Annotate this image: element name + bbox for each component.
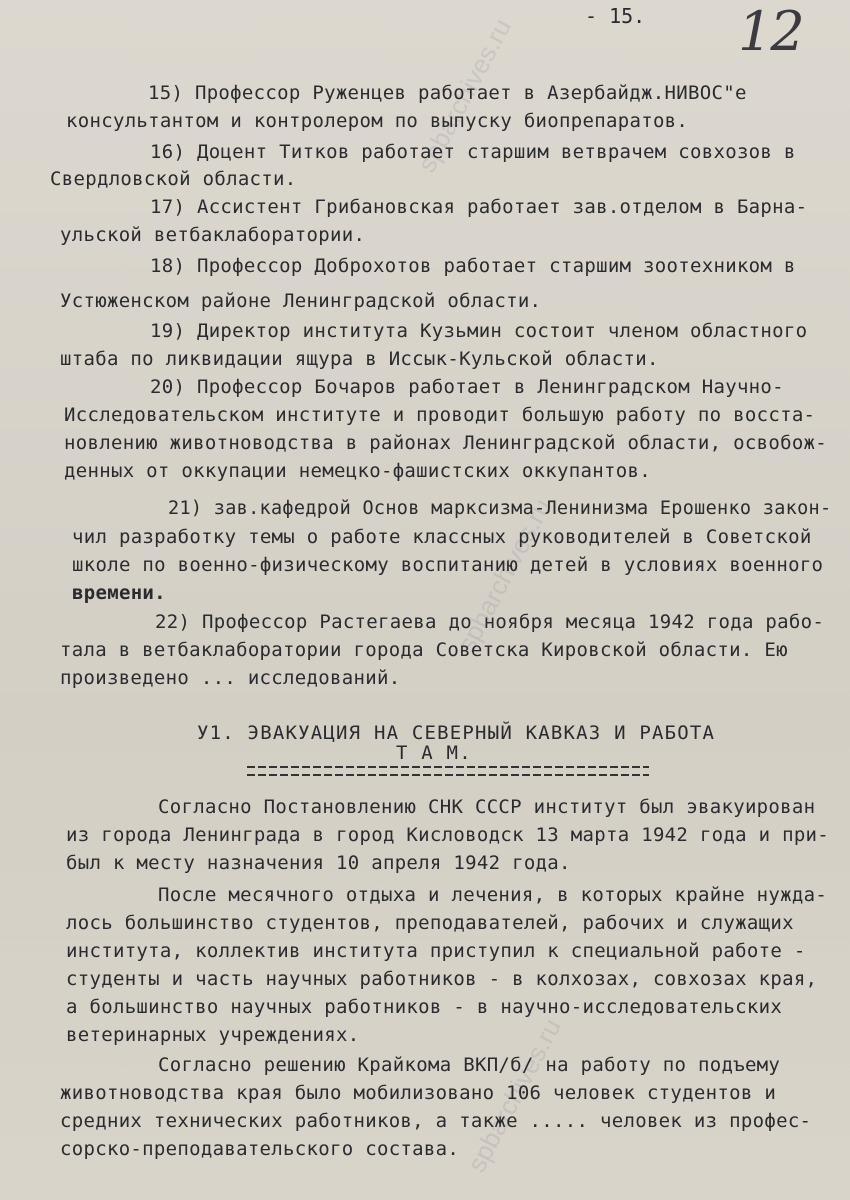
paragraph-22-line-2: тала в ветбаклаборатории города Советска Кировской области. Ею [60,639,788,661]
paragraph-18-line-2: Устюженском районе Ленинградской области. [60,290,542,312]
paragraph-17-line-1: 17) Ассистент Грибановская работает зав.отделом в Барна- [150,196,808,218]
paragraph-21-line-4: времени. [72,582,166,604]
page-number: - 15. [585,4,646,28]
section-paragraph-2-line-1: После месячного отдыха и лечения, в которых крайне нужда- [158,884,828,906]
section-paragraph-2-line-4: студенты и часть научных работников - в колхозах, совхозах края, [66,968,818,990]
section-paragraph-1-line-2: из города Ленинграда в город Кисловодск 13 марта 1942 года и при- [66,824,830,846]
section-paragraph-2-line-6: ветеринарных учреждениях. [66,1024,360,1046]
paragraph-16-line-1: 16) Доцент Титков работает старшим ветврачем совхозов в [150,141,796,163]
paragraph-20-line-3: новлению животноводства в районах Ленинградской области, освобож- [64,432,828,454]
paragraph-19-line-2: штаба по ликвидации ящура в Иссык-Кульской области. [60,348,659,370]
paragraph-22-line-1: 22) Профессор Растегаева до ноября месяца 1942 года рабо- [155,611,825,633]
paragraph-22-line-3: произведено ... исследований. [60,667,401,689]
paragraph-17-line-2: ульской ветбаклаборатории. [60,224,366,246]
section-heading-line-2: Т А М. [396,742,472,764]
paragraph-19-line-1: 19) Директор института Кузьмин состоит членом областного [150,320,808,342]
watermark: spbarchives.ru [411,13,518,177]
section-paragraph-2-line-5: а большинство научных работников - в научно-исследовательских [66,996,783,1018]
section-paragraph-2-line-2: лось большинство студентов, преподавателей, рабочих и служащих [66,912,794,934]
section-paragraph-3-line-2: животноводства края было мобилизовано 106 человек студентов и [60,1082,777,1104]
paragraph-21-line-1: 21) зав.кафедрой Основ марксизма-Ленинизма Ерошенко закон- [168,498,832,519]
section-heading-line-1: У1. ЭВАКУАЦИЯ НА СЕВЕРНЫЙ КАВКАЗ И РАБОТА [197,722,716,744]
paragraph-21-line-2: чил разработку темы о работе классных руководителей в Советской [72,526,812,548]
paragraph-18-line-1: 18) Профессор Доброхотов работает старшим зоотехником в [150,255,796,277]
section-paragraph-3-line-4: сорско-преподавательского состава. [60,1138,460,1160]
heading-double-underline-bottom [247,774,649,776]
handwritten-sheet-number: 12 [738,0,803,63]
section-paragraph-1-line-1: Согласно Постановлению СНК СССР институт был эвакуирован [158,796,816,818]
paragraph-20-line-1: 20) Профессор Бочаров работает в Ленинградском Научно- [150,376,784,398]
section-paragraph-3-line-1: Согласно решению Крайкома ВКП/б/ на работу по подъему [158,1054,781,1076]
paragraph-20-line-4: денных от оккупации немецко-фашистских оккупантов. [64,460,651,482]
paragraph-20-line-2: Исследовательском институте и проводит большую работу по восста- [64,404,816,426]
paragraph-16-line-2: Свердловской области. [50,168,297,190]
paragraph-15-line-2: консультантом и контролером по выпуску биопрепаратов. [66,110,689,132]
section-paragraph-1-line-3: был к месту назначения 10 апреля 1942 года. [66,852,571,874]
section-paragraph-3-line-3: средних технических работников, а также ..... человек из профес- [60,1110,812,1132]
section-paragraph-2-line-3: института, коллектив института приступил к специальной работе - [66,940,806,962]
watermark: spbarchives.ru [461,1013,568,1177]
watermark: spbarchives.ru [451,493,558,657]
paragraph-15-line-1: 15) Профессор Руженцев работает в Азербайдж.НИВОС"е [148,82,747,104]
paragraph-21-line-3: школе по военно-физическому воспитанию детей в условиях военного [72,554,824,576]
heading-double-underline-top [247,766,649,768]
